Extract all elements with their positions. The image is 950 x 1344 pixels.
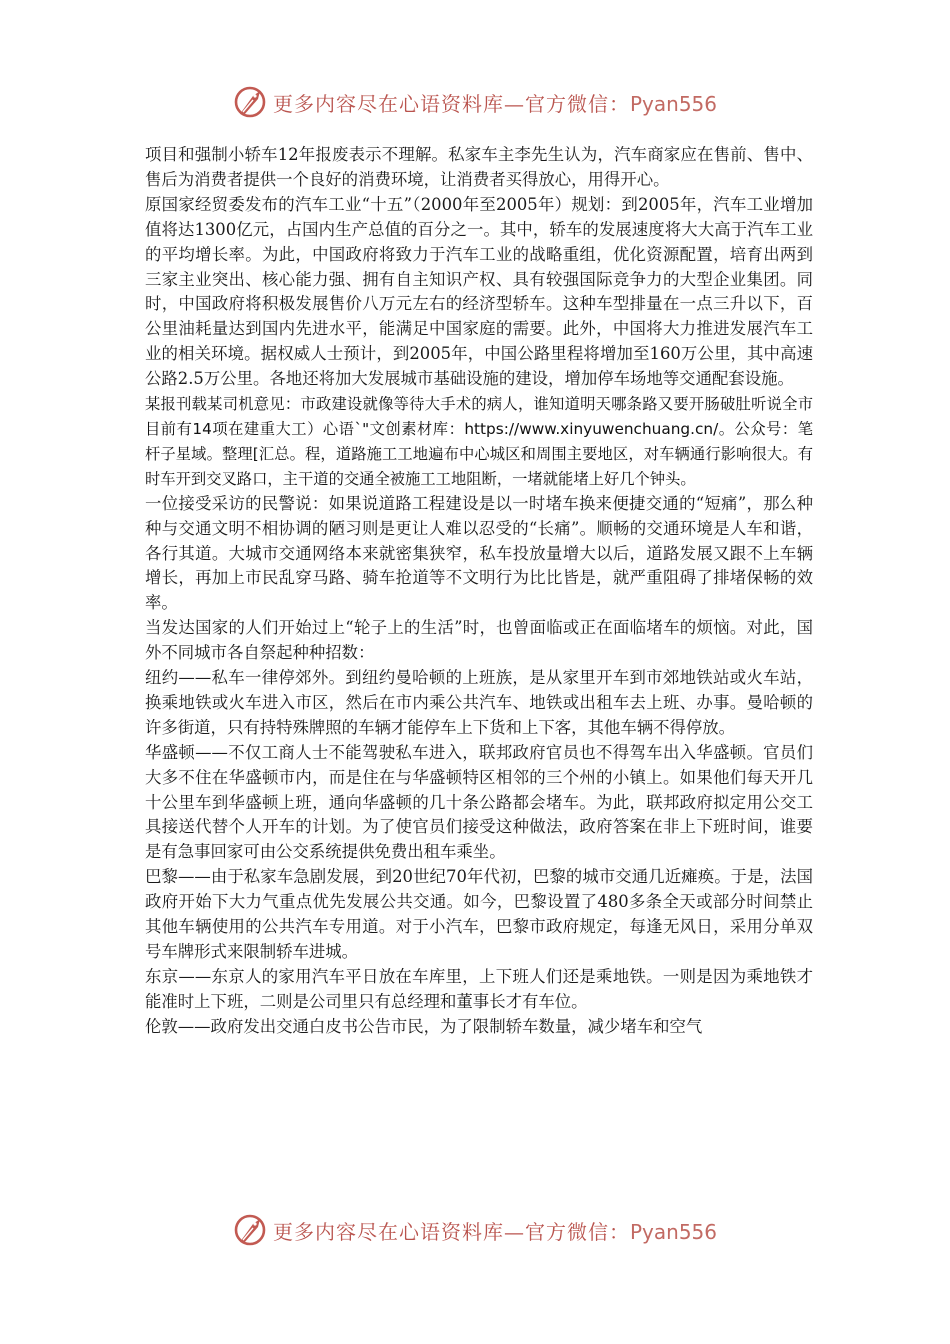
paragraph-7: 华盛顿——不仅工商人士不能驾驶私车进入，联邦政府官员也不得驾车出入华盛顿。官员们大多不住在华盛顿市内，而是住在与华盛顿特区相邻的三个州的小镇上。如果他们每天开几十公里车到华盛顿上班，通向华盛顿的几十条公路都会堵车。为此，联邦政府拟定用公交工具接送代替个人开车的计划。为了使官员们接受这种做法，政府答案在非上下班时间，谁要是有急事回家可由公交系统提供免费出租车乘坐。	[145, 742, 813, 862]
paragraph-6: 纽约——私车一律停郊外。到纽约曼哈顿的上班族，是从家里开车到市郊地铁站或火车站，换乘地铁或火车进入市区，然后在市内乘公共汽车、地铁或出租车去上班、办事。曼哈顿的许多街道，只有持特殊牌照的车辆才能停车上下货和上下客，其他车辆不得停放。	[145, 668, 813, 737]
pen-nib-logo-icon	[233, 1212, 269, 1248]
footer-wechat-id: Pyan556	[629, 1219, 717, 1244]
footer-banner	[0, 1210, 950, 1250]
paragraph-8: 巴黎——由于私家车急剧发展，到20世纪70年代初，巴黎的城市交通几近瘫痪。于是，法国政府开始下大力气重点优先发展公共交通。如今，巴黎设置了480多条全天或部分时间禁止其他车辆使用的公共汽车专用道。对于小汽车，巴黎市政府规定，每逢无风日，采用分单双号车牌形式来限制轿车进城。	[145, 867, 813, 961]
paragraph-4: 一位接受采访的民警说：如果说道路工程建设是以一时堵车换来便捷交通的“短痛”，那么种种与交通文明不相协调的陋习则是更让人难以忍受的“长痛”。顺畅的交通环境是人车和谐，各行其道。大城市交通网络本来就密集狭窄，私车投放量增大以后，道路发展又跟不上车辆增长，再加上市民乱穿马路、骑车抢道等不文明行为比比皆是，就严重阻碍了排堵保畅的效率。	[145, 493, 813, 613]
paragraph-10: 伦敦——政府发出交通白皮书公告市民，为了限制轿车数量，减少堵车和空气	[145, 1016, 703, 1036]
paragraph-3: 某报刊载某司机意见：市政建设就像等待大手术的病人，谁知道明天哪条路又要开肠破肚听说全市目前有14项在建重大工）心语`"文创素材库：https://www.xinyuwenchuang.cn/。公众号：笔杆子星域。整理[汇总。程，道路施工工地遍布中心城区和周围主要地区，对车辆通行影响很大。有时车开到交叉路口，主干道的交通全被施工工地阻断，一堵就能堵上好几个钟头。	[145, 395, 813, 488]
header-banner-text	[273, 88, 717, 117]
header-wechat-id: Pyan556	[629, 91, 717, 116]
paragraph-9: 东京——东京人的家用汽车平日放在车库里，上下班人们还是乘地铁。一则是因为乘地铁才能准时上下班，二则是公司里只有总经理和董事长才有车位。	[145, 966, 813, 1011]
footer-banner-label: 更多内容尽在心语资料库—官方微信：	[272, 1219, 630, 1244]
paragraph-1: 项目和强制小轿车12年报废表示不理解。私家车主李先生认为，汽车商家应在售前、售中、售后为消费者提供一个良好的消费环境，让消费者买得放心，用得开心。	[145, 145, 813, 189]
paragraph-2: 原国家经贸委发布的汽车工业“十五”（2000年至2005年）规划：到2005年，汽车工业增加值将达1300亿元，占国内生产总值的百分之一。其中，轿车的发展速度将大大高于汽车工业的平均增长率。为此，中国政府将致力于汽车工业的战略重组，优化资源配置，培育出两到三家主业突出、核心能力强、拥有自主知识产权、具有较强国际竞争力的大型企业集团。同时，中国政府将积极发展售价八万元左右的经济型轿车。这种车型排量在一点三升以下，百公里油耗量达到国内先进水平，能满足中国家庭的需要。此外，中国将大力推进发展汽车工业的相关环境。据权威人士预计，到2005年，中国公路里程将增加至160万公里，其中高速公路2.5万公里。各地还将加大发展城市基础设施的建设，增加停车场地等交通配套设施。	[145, 194, 813, 389]
header-banner	[0, 82, 950, 122]
paragraph-5: 当发达国家的人们开始过上“轮子上的生活”时，也曾面临或正在面临堵车的烦恼。对此，国外不同城市各自祭起种种招数：	[145, 618, 813, 663]
pen-nib-logo-icon	[233, 84, 269, 120]
document-body	[145, 143, 813, 1040]
header-banner-label: 更多内容尽在心语资料库—官方微信：	[272, 91, 630, 116]
footer-banner-text	[273, 1216, 717, 1245]
